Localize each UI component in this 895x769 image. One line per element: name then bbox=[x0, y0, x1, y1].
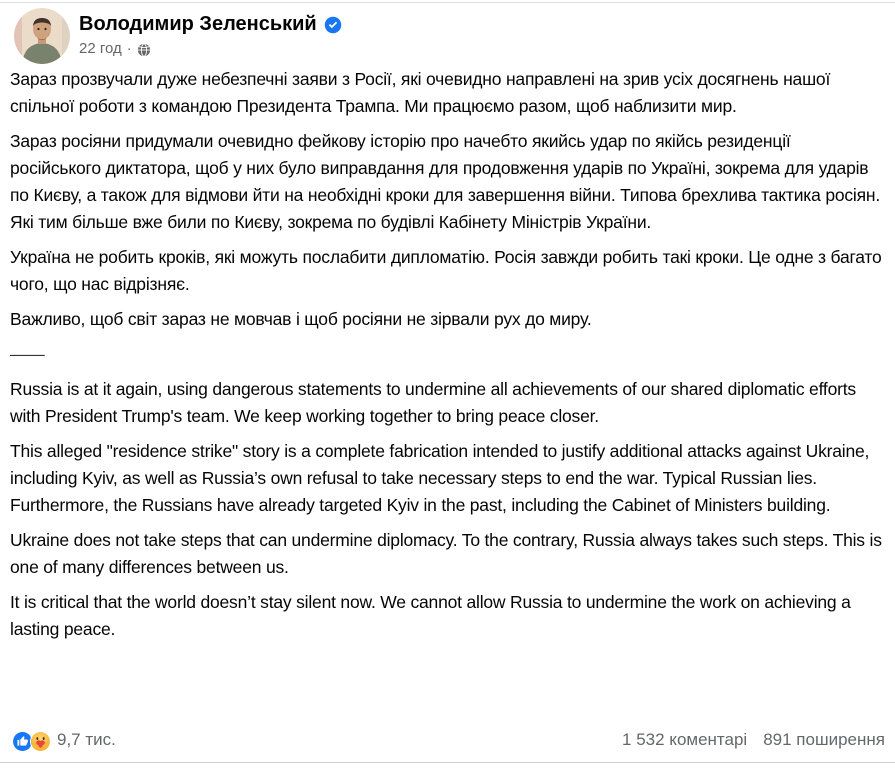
public-audience-icon bbox=[137, 43, 151, 57]
post-paragraph-en-4: It is critical that the world doesn’t stay silent now. We cannot allow Russia to undermine the work on achieving a lasting peace. bbox=[10, 592, 851, 639]
post-paragraph-ua-2: Зараз росіяни придумали очевидно фейкову історію про начебто якийсь удар по якійсь резиденції російського диктатора, щоб у них було виправдання для продовження ударів по Україні, зокрема для ударів по Києву, а також для відмови йти на необхідні кроки для завершення війни. Типова брехлива тактика росіян. Які тим більше вже били по Києву, зокрема по будівлі Кабінету Міністрів України. bbox=[10, 131, 881, 232]
verified-badge-icon bbox=[324, 16, 342, 34]
post-paragraph-ua-4: Важливо, щоб світ зараз не мовчав і щоб росіяни не зірвали рух до миру. bbox=[10, 309, 592, 329]
header-text bbox=[79, 8, 342, 58]
post-paragraph-en-2: This alleged "residence strike" story is a complete fabrication intended to justify additional attacks against Ukraine, including Kyiv, as well as Russia’s own refusal to take necessary steps to end the war. Typical Russian lies. Furthermore, the Russians have already targeted Kyiv in the past, including the Cabinet of Ministers building. bbox=[10, 441, 870, 515]
post-body bbox=[10, 66, 886, 651]
post-header bbox=[14, 8, 342, 64]
author-name[interactable]: Володимир Зеленський bbox=[79, 13, 317, 35]
top-divider bbox=[0, 2, 895, 3]
post-timestamp[interactable]: 22 год bbox=[79, 40, 122, 57]
post-footer bbox=[12, 727, 885, 753]
post-paragraph-en-3: Ukraine does not take steps that can undermine diplomacy. To the contrary, Russia always takes such steps. This is one of many differences between us. bbox=[10, 530, 882, 577]
post-stats bbox=[622, 730, 885, 750]
post-paragraph-en-1: Russia is at it again, using dangerous statements to undermine all achievements of our shared diplomatic efforts with President Trump's team. We keep working together to bring peace closer. bbox=[10, 379, 856, 426]
reaction-summary[interactable] bbox=[12, 730, 116, 751]
post-paragraph-ua-3: Україна не робить кроків, які можуть послабити дипломатію. Росія завжди робить такі кроки. Це одне з багато чого, що нас відрізняє. bbox=[10, 247, 882, 294]
post-meta bbox=[79, 40, 342, 58]
language-divider: —— bbox=[10, 344, 45, 364]
meta-separator: · bbox=[126, 40, 132, 57]
post-paragraph-ua-1: Зараз прозвучали дуже небезпечні заяви з Росії, які очевидно направлені на зрив усіх досягнень нашої спільної роботи з командою Президента Трампа. Ми працюємо разом, щоб наблизити мир. bbox=[10, 69, 831, 116]
profile-avatar[interactable] bbox=[14, 8, 70, 64]
reaction-count[interactable]: 9,7 тис. bbox=[57, 730, 116, 749]
bottom-divider bbox=[0, 762, 895, 763]
shares-count[interactable]: 891 поширення bbox=[763, 730, 885, 749]
care-reaction-icon[interactable] bbox=[30, 730, 51, 751]
comments-count[interactable]: 1 532 коментарі bbox=[622, 730, 748, 749]
